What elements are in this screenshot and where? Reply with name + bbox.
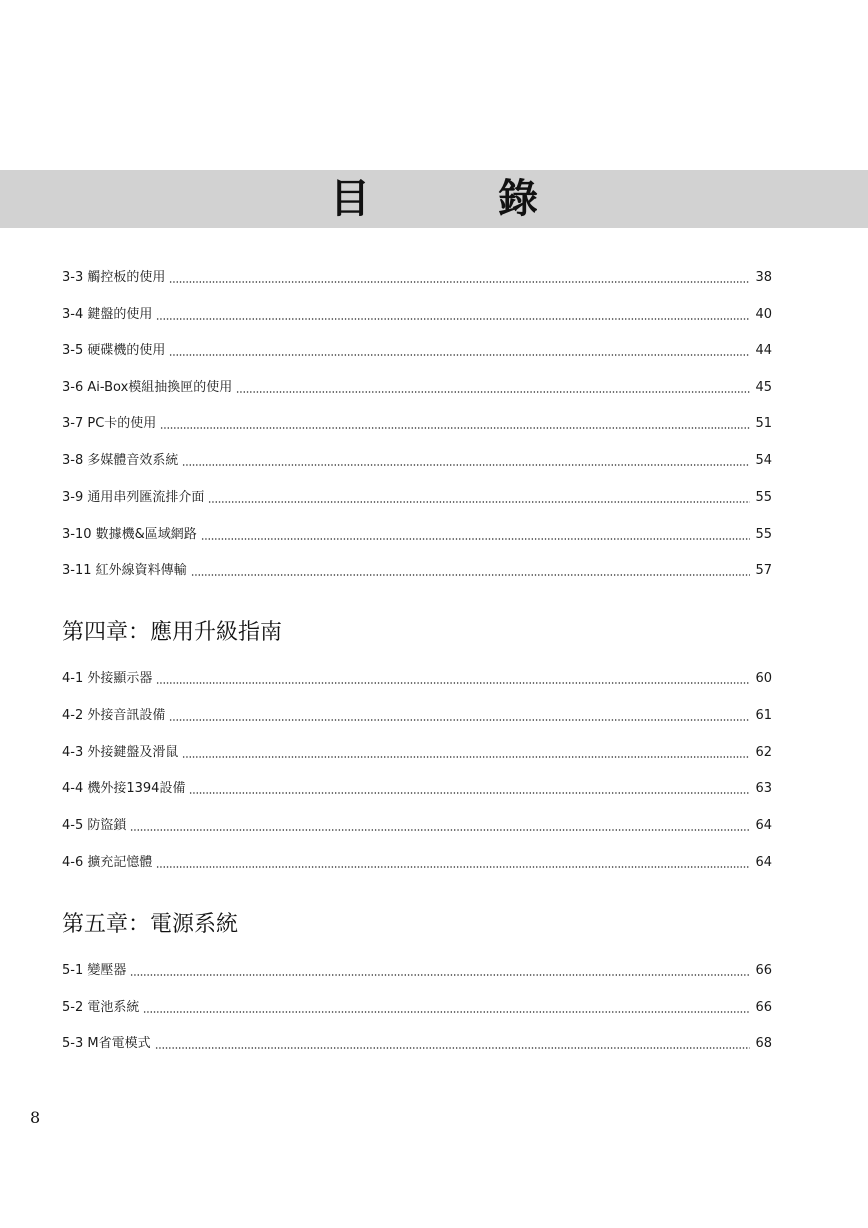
toc-entry: [62, 339, 772, 359]
toc-entry-label: 3-9 通用串列匯流排介面: [62, 490, 205, 505]
toc-entry: [62, 777, 772, 797]
toc-entry: [62, 814, 772, 834]
toc-entry-label: 3-4 鍵盤的使用: [62, 307, 153, 322]
toc-entry-page: 64: [755, 855, 772, 870]
toc-entry-label: 5-2 電池系統: [62, 1000, 140, 1015]
toc-entry-page: 62: [755, 745, 772, 760]
toc-entry: [62, 486, 772, 506]
toc-entry-label: 4-5 防盜鎖: [62, 818, 127, 833]
toc-entry: [62, 667, 772, 687]
toc-entry-label: 3-5 硬碟機的使用: [62, 343, 166, 358]
toc-entry: [62, 1032, 772, 1052]
toc-entry: [62, 959, 772, 979]
toc-leader-dots: [169, 345, 750, 357]
title-bar: [0, 170, 868, 228]
toc-leader-dots: [236, 382, 750, 394]
toc-entry-page: 38: [755, 270, 772, 285]
toc-entry-label: 3-10 數據機&區域網路: [62, 527, 197, 542]
toc-entry-page: 61: [755, 708, 772, 723]
toc-entry-label: 3-3 觸控板的使用: [62, 270, 166, 285]
toc-entry-label: 3-11 紅外線資料傳輸: [62, 563, 187, 578]
toc-leader-dots: [182, 455, 750, 467]
toc-leader-dots: [156, 309, 750, 321]
toc-entry: [62, 449, 772, 469]
toc-leader-dots: [155, 1038, 750, 1050]
toc-leader-dots: [189, 783, 750, 795]
toc-leader-dots: [160, 418, 750, 430]
toc-entry-page: 57: [755, 563, 772, 578]
toc-leader-dots: [191, 565, 750, 577]
toc-entry: [62, 704, 772, 724]
page-title: 目 錄: [330, 175, 582, 222]
toc-entry-page: 40: [755, 307, 772, 322]
toc-entry-page: 51: [755, 416, 772, 431]
toc-leader-dots: [169, 710, 750, 722]
page-number: 8: [30, 1108, 41, 1127]
toc-leader-dots: [201, 529, 750, 541]
toc-entry: [62, 266, 772, 286]
toc-entry: [62, 851, 772, 871]
toc-entry-label: 5-3 M省電模式: [62, 1036, 151, 1051]
toc-entry-page: 66: [755, 963, 772, 978]
toc-entry-page: 64: [755, 818, 772, 833]
toc-entry-page: 55: [755, 490, 772, 505]
chapter-heading: 第五章：電源系統: [62, 912, 239, 937]
toc-leader-dots: [156, 673, 750, 685]
toc-leader-dots: [130, 820, 750, 832]
toc-entry-label: 3-8 多媒體音效系統: [62, 453, 179, 468]
toc-entry-label: 4-1 外接顯示器: [62, 671, 153, 686]
toc-leader-dots: [156, 857, 750, 869]
toc-entry-label: 4-3 外接鍵盤及滑鼠: [62, 745, 179, 760]
toc-entry: [62, 559, 772, 579]
toc-leader-dots: [208, 492, 750, 504]
chapter-heading: 第四章：應用升級指南: [62, 620, 283, 645]
toc-entry-page: 66: [755, 1000, 772, 1015]
toc-entry: [62, 741, 772, 761]
toc-entry-label: 4-4 機外接1394設備: [62, 781, 186, 796]
toc-entry: [62, 523, 772, 543]
toc-entry: [62, 996, 772, 1016]
toc-entry-page: 68: [755, 1036, 772, 1051]
toc-entry-label: 5-1 變壓器: [62, 963, 127, 978]
toc-entry-label: 4-2 外接音訊設備: [62, 708, 166, 723]
toc-leader-dots: [143, 1002, 750, 1014]
toc-entry-label: 3-7 PC卡的使用: [62, 416, 157, 431]
toc-entry: [62, 376, 772, 396]
toc-entry-page: 60: [755, 671, 772, 686]
toc-entry-page: 54: [755, 453, 772, 468]
toc-entry-label: 4-6 擴充記憶體: [62, 855, 153, 870]
toc-leader-dots: [130, 965, 750, 977]
toc-entry-page: 63: [755, 781, 772, 796]
toc-entry: [62, 303, 772, 323]
toc-entry-label: 3-6 Ai-Box模組抽換匣的使用: [62, 380, 233, 395]
toc-leader-dots: [169, 272, 750, 284]
toc-entry-page: 45: [755, 380, 772, 395]
toc-entry: [62, 412, 772, 432]
toc-entry-page: 55: [755, 527, 772, 542]
toc-entry-page: 44: [755, 343, 772, 358]
toc-leader-dots: [182, 747, 750, 759]
